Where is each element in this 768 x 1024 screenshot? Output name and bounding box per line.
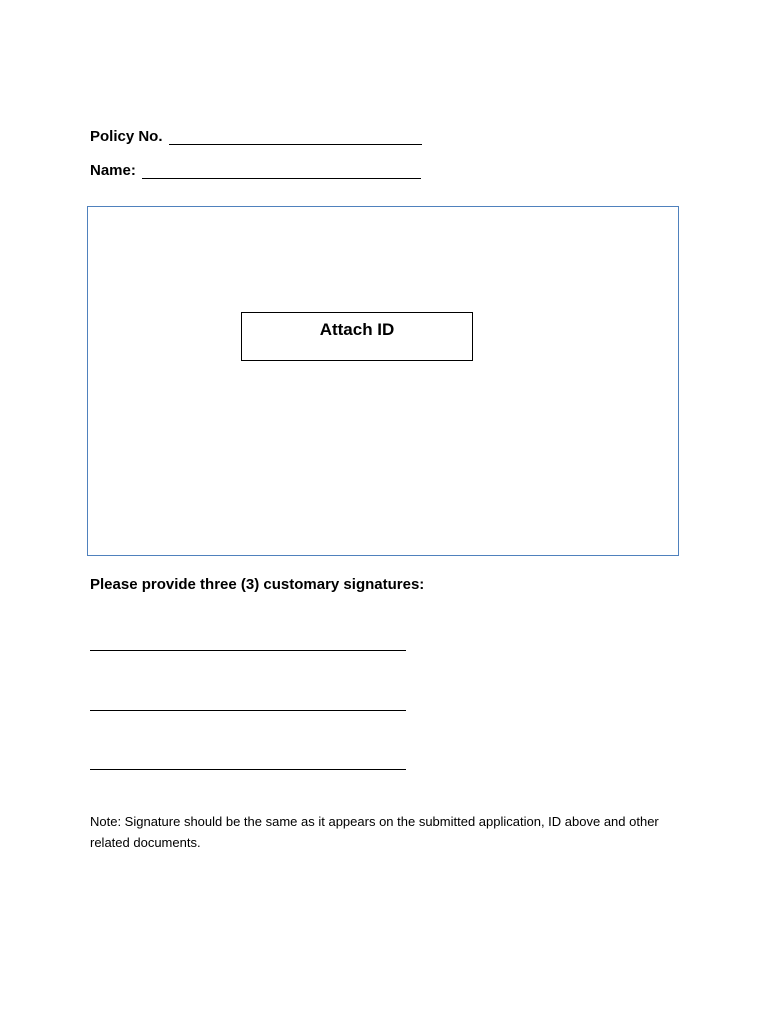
attach-id-label: Attach ID	[319, 320, 395, 339]
signature-note: Note: Signature should be the same as it appears on the submitted application, ID above and other related documents.	[90, 814, 659, 850]
name-label: Name:	[90, 162, 136, 179]
id-attachment-area	[87, 206, 679, 556]
signature-prompt: Please provide three (3) customary signatures:	[90, 576, 425, 593]
name-field	[90, 162, 421, 179]
signature-line-2[interactable]	[90, 710, 406, 711]
signature-line-3[interactable]	[90, 769, 406, 770]
policy-number-line[interactable]	[169, 130, 422, 145]
attach-id-box	[241, 312, 473, 361]
policy-number-field	[90, 128, 422, 145]
policy-number-label: Policy No.	[90, 128, 163, 145]
signature-line-1[interactable]	[90, 650, 406, 651]
name-line[interactable]	[142, 164, 421, 179]
